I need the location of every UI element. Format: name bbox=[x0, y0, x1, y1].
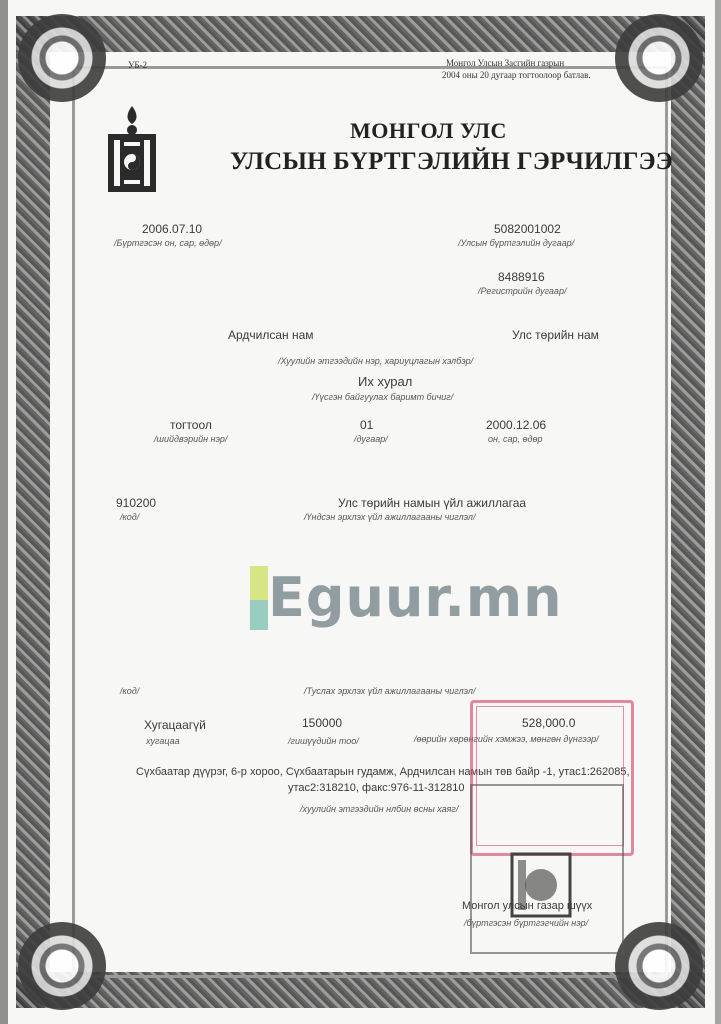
address-line1: Сүхбаатар дүүрэг, 6-р хороо, Сүхбаатарын гудамж, Ардчилсан намын төв байр -1, утас1:262085, bbox=[136, 766, 630, 778]
soyombo-emblem-icon bbox=[106, 104, 158, 192]
corner-ornament-top-left bbox=[18, 14, 106, 102]
term-value: Хугацаагүй bbox=[144, 718, 206, 732]
entity-name-value: Ардчилсан нам bbox=[228, 328, 314, 342]
registration-number-value: 5082001002 bbox=[494, 222, 561, 236]
founding-document-value: Их хурал bbox=[358, 374, 413, 389]
term-label: хугацаа bbox=[146, 736, 180, 746]
ornamental-border-right bbox=[671, 16, 705, 1008]
capital-value: 528,000.0 bbox=[522, 716, 576, 730]
aux-activity-label: /Туслах эрхлэх үйл ажиллагааны чиглэл/ bbox=[304, 686, 476, 696]
members-count-label: /гишүүдийн тоо/ bbox=[288, 736, 359, 746]
registration-date-value: 2006.07.10 bbox=[142, 222, 203, 236]
founding-document-label: /Үүсгэн байгуулах баримт бичиг/ bbox=[312, 392, 454, 402]
resolution-number-label: /дугаар/ bbox=[354, 434, 388, 444]
resolution-name-value: тогтоол bbox=[170, 418, 212, 432]
form-code: УБ-2 bbox=[128, 60, 148, 70]
scan-shadow-left bbox=[0, 0, 8, 1024]
registrar-label: /бүртгэсэн бүртгэгчийн нэр/ bbox=[464, 918, 589, 928]
members-count-value: 150000 bbox=[302, 716, 343, 730]
corner-ornament-bottom-left bbox=[18, 922, 106, 1010]
main-activity-value: Улс төрийн намын үйл ажиллагаа bbox=[338, 496, 527, 510]
resolution-date-value: 2000.12.06 bbox=[486, 418, 547, 432]
address-line2: утас2:318210, факс:976-11-312810 bbox=[288, 782, 465, 794]
entity-name-label: /Хуулийн этгээдийн нэр, хариуцлагын хэлбэр/ bbox=[278, 356, 474, 366]
activity-code-label: /код/ bbox=[120, 512, 140, 522]
resolution-number-value: 01 bbox=[360, 418, 374, 432]
main-activity-label: /Үндсэн эрхлэх үйл ажиллагааны чиглэл/ bbox=[304, 512, 476, 522]
country-title: МОНГОЛ УЛС bbox=[350, 118, 507, 143]
corner-ornament-top-right bbox=[615, 14, 703, 102]
capital-label: /өөрийн хөрөнгийн хэмжээ, мөнгөн дүнгээр/ bbox=[414, 734, 599, 744]
registration-number-label: /Улсын бүртгэлийн дугаар/ bbox=[458, 238, 575, 248]
corner-ornament-bottom-right bbox=[615, 922, 703, 1010]
aux-activity-code-label: /код/ bbox=[120, 686, 140, 696]
entity-type-value: Улс төрийн нам bbox=[512, 328, 599, 342]
register-number-value: 8488916 bbox=[498, 270, 545, 284]
scan-shadow-right bbox=[715, 0, 721, 1024]
watermark-text: Eguur.mn bbox=[268, 566, 563, 629]
approval-note-line2: 2004 оны 20 дугаар тогтоолоор батлав. bbox=[442, 70, 591, 80]
ornamental-border-left bbox=[16, 16, 50, 1008]
address-label: /хуулийн этгээдийн нлбин өсны хаяг/ bbox=[300, 804, 459, 814]
register-number-label: /Регистрийн дугаар/ bbox=[478, 286, 567, 296]
certificate-title: УЛСЫН БҮРТГЭЛИЙН ГЭРЧИЛГЭЭ bbox=[230, 148, 673, 175]
ornamental-border-top bbox=[16, 16, 705, 52]
resolution-name-label: /шийдвэрийн нэр/ bbox=[154, 434, 228, 444]
registration-date-label: /Бүртгэсэн он, сар, өдөр/ bbox=[114, 238, 222, 248]
approval-note-line1: Монгол Улсын Засгийн газрын bbox=[446, 58, 565, 68]
watermark-logo-accent-icon bbox=[250, 600, 268, 630]
registrar-value: Монгол улсын газар шүүх bbox=[462, 900, 593, 912]
activity-code-value: 910200 bbox=[116, 496, 157, 510]
resolution-date-label: он, сар, өдөр bbox=[488, 434, 543, 444]
